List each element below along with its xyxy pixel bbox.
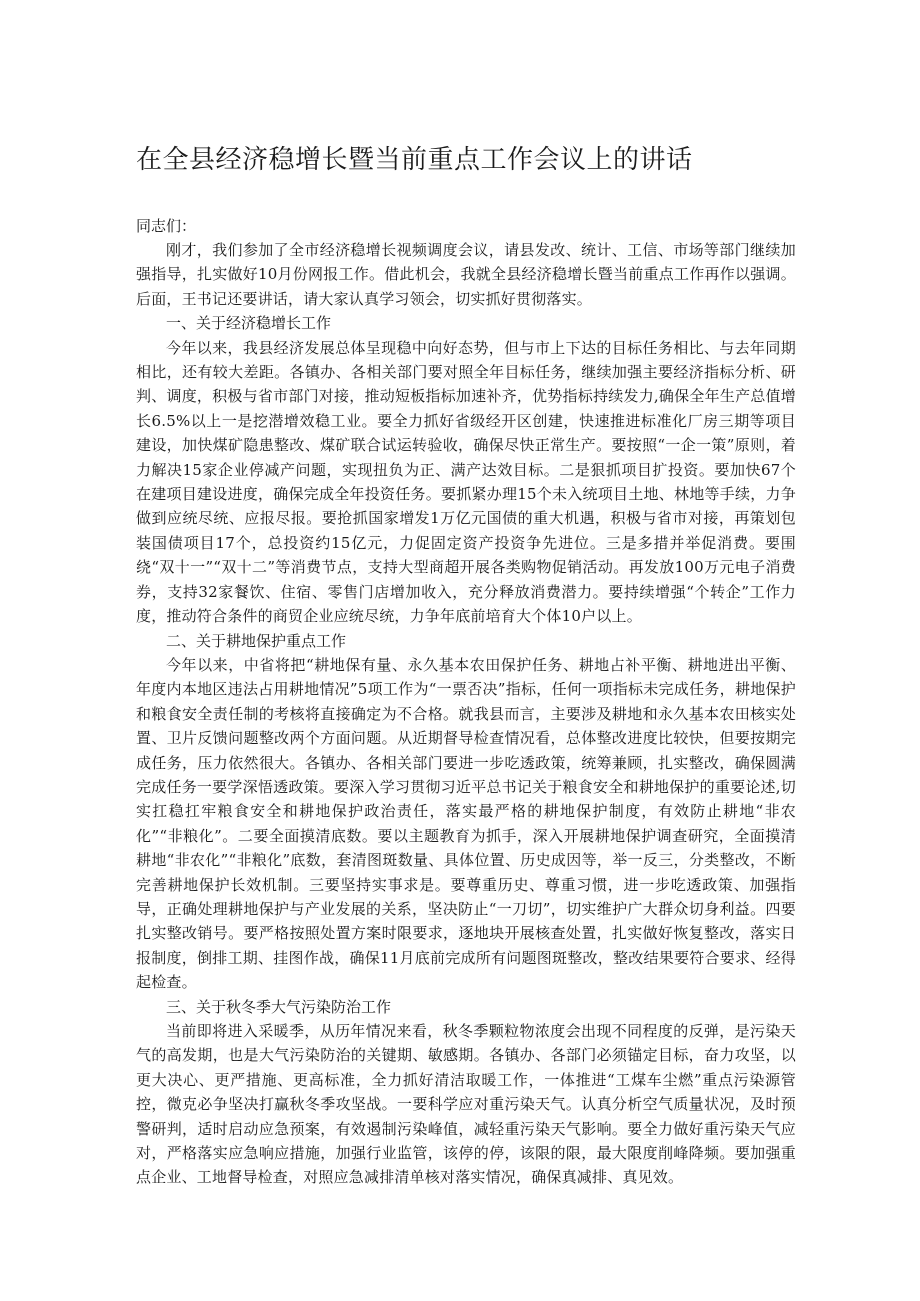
document-title: 在全县经济稳增长暨当前重点工作会议上的讲话 bbox=[136, 145, 693, 175]
section-body-farmland: 今年以来，中省将把“耕地保有量、永久基本农田保护任务、耕地占补平衡、耕地进出平衡、年度内本地区违法占用耕地情况”5项工作为“一票否决”指标，任何一项指标未完成任务，耕地保护和粮食安全责任制的考核将直接确定为不合格。就我县而言，主要涉及耕地和永久基本农田核实处置、卫片反馈问题整改两个方面问题。从近期督导检查情况看，总体整改进度比较快，但要按期完成任务，压力依然很大。各镇办、各相关部门要进一步吃透政策，统筹兼顾，扎实整改，确保圆满完成任务一要学深悟透政策。要深入学习贯彻习近平总书记关于粮食安全和耕地保护的重要论述,切实扛稳扛牢粮食安全和耕地保护政治责任，落实最严格的耕地保护制度，有效防止耕地“非农化”“非粮化”。二要全面摸清底数。要以主题教育为抓手，深入开展耕地保护调查研究，全面摸清耕地“非农化”“非粮化”底数，套清图斑数量、具体位置、历史成因等，举一反三，分类整改，不断完善耕地保护长效机制。三要坚持实事求是。要尊重历史、尊重习惯，进一步吃透政策、加强指导，正确处理耕地保护与产业发展的关系，坚决防止“一刀切”，切实维护广大群众切身利益。四要扎实整改销号。要严格按照处置方案时限要求，逐地块开展核查处置，扎实做好恢复整改，落实日报制度，倒排工期、挂图作战，确保11月底前完成所有问题图斑整改，整改结果要符合要求、经得起检查。 bbox=[136, 655, 796, 992]
intro-paragraph: 刚才，我们参加了全市经济稳增长视频调度会议，请县发改、统计、工信、市场等部门继续加强指导，扎实做好10月份网报工作。借此机会，我就全县经济稳增长暨当前重点工作再作以强调。后面，王书记还要讲话，请大家认真学习领会，切实抓好贯彻落实。 bbox=[136, 241, 796, 308]
section-heading-air-pollution: 三、关于秋冬季大气污染防治工作 bbox=[166, 997, 392, 1016]
salutation: 同志们： bbox=[136, 217, 197, 235]
section-body-air-pollution: 当前即将进入采暖季，从历年情况来看，秋冬季颗粒物浓度会出现不同程度的反弹，是污染天气的高发期，也是大气污染防治的关键期、敏感期。各镇办、各部门必须锚定目标，奋力攻坚，以更大决心、更严措施、更高标准，全力抓好清洁取暖工作，一体推进“工煤车尘燃”重点污染源管控，微克必争坚决打赢秋冬季攻坚战。一要科学应对重污染天气。认真分析空气质量状况，及时预警研判，适时启动应急预案，有效遏制污染峰值，减轻重污染天气影响。要全力做好重污染天气应对，严格落实应急响应措施，加强行业监管，该停的停，该限的限，最大限度削峰降频。要加强重点企业、工地督导检查，对照应急减排清单核对落实情况，确保真减排、真见效。 bbox=[136, 1022, 796, 1187]
section-heading-farmland: 二、关于耕地保护重点工作 bbox=[166, 631, 347, 650]
section-heading-economy: 一、关于经济稳增长工作 bbox=[166, 314, 332, 333]
document-page bbox=[136, 140, 796, 1190]
section-body-economy: 今年以来，我县经济发展总体呈现稳中向好态势，但与市上下达的目标任务相比、与去年同期相比，还有较大差距。各镇办、各相关部门要对照全年目标任务，继续加强主要经济指标分析、研判、调度，积极与省市部门对接，推动短板指标加速补齐，优势指标持续发力,确保全年生产总值增长6.5%以上一是挖潜增效稳工业。要全力抓好省级经开区创建，快速推进标准化厂房三期等项目建设，加快煤矿隐患整改、煤矿联合试运转验收，确保尽快正常生产。要按照“一企一策”原则，着力解决15家企业停减产问题，实现扭负为正、满产达效目标。二是狠抓项目扩投资。要加快67个在建项目建设进度，确保完成全年投资任务。要抓紧办理15个未入统项目土地、林地等手续，力争做到应统尽统、应报尽报。要抢抓国家增发1万亿元国债的重大机遇，积极与省市对接，再策划包装国债项目17个，总投资约15亿元，力促固定资产投资争先进位。三是多措并举促消费。要围绕“双十一”“双十二”等消费节点，支持大型商超开展各类购物促销活动。再发放100万元电子消费券，支持32家餐饮、住宿、零售门店增加收入，充分释放消费潜力。要持续增强“个转企”工作力度，推动符合条件的商贸企业应统尽统，力争年底前培育大个体10户以上。 bbox=[136, 338, 796, 626]
